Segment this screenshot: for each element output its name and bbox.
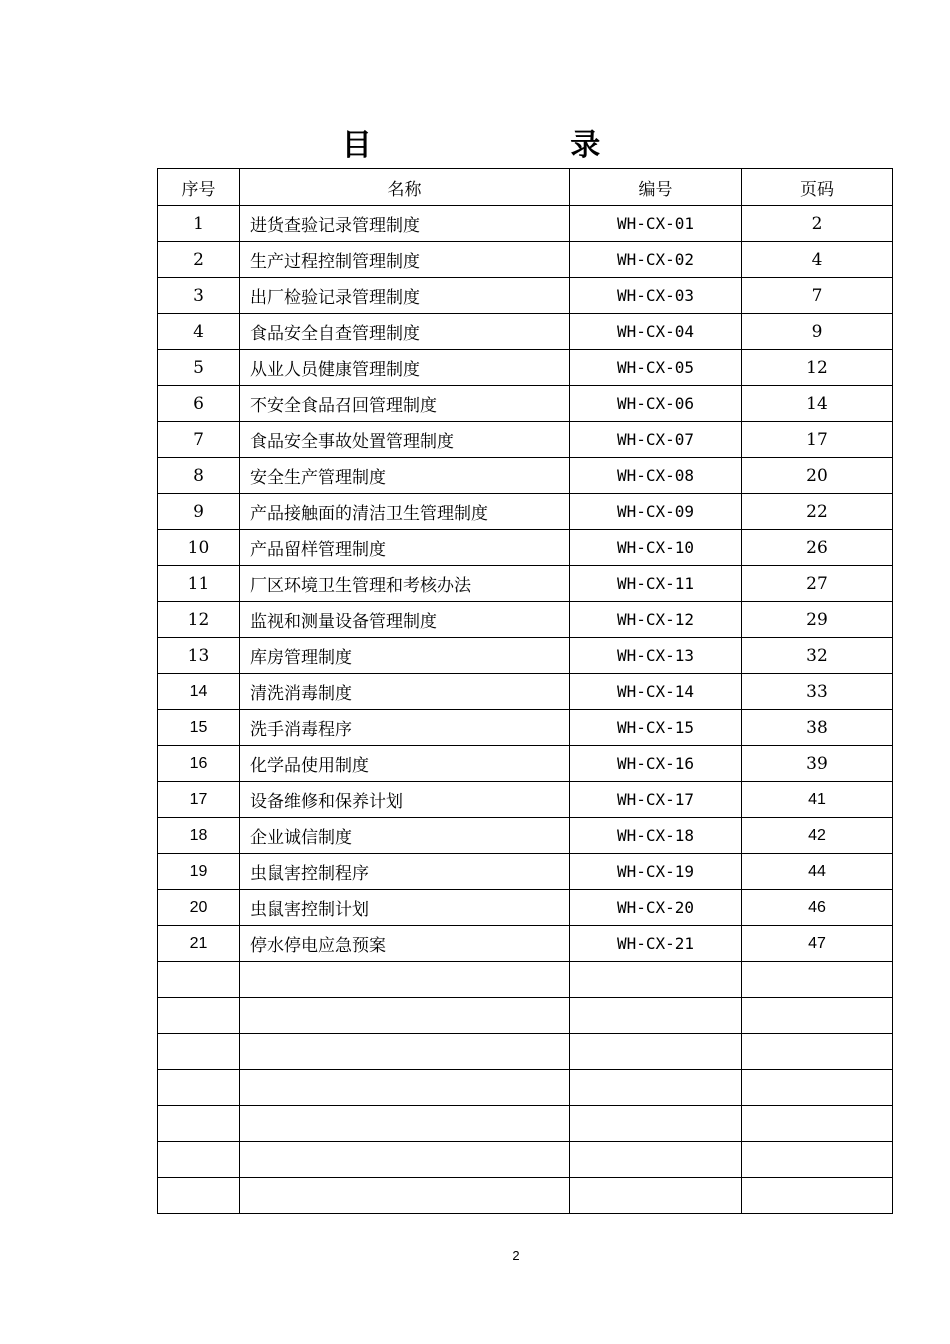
header-code: 编号 [570, 169, 742, 206]
toc-header-row [158, 169, 893, 206]
row-number: 14 [158, 674, 240, 710]
row-name: 产品接触面的清洁卫生管理制度 [240, 494, 570, 530]
empty-cell [240, 1034, 570, 1070]
table-row [158, 674, 893, 710]
header-name: 名称 [240, 169, 570, 206]
row-code: WH-CX-08 [570, 458, 742, 494]
row-name: 化学品使用制度 [240, 746, 570, 782]
table-row [158, 602, 893, 638]
row-number: 16 [158, 746, 240, 782]
row-code: WH-CX-10 [570, 530, 742, 566]
table-row [158, 638, 893, 674]
row-name: 食品安全事故处置管理制度 [240, 422, 570, 458]
row-name: 食品安全自查管理制度 [240, 314, 570, 350]
row-code: WH-CX-07 [570, 422, 742, 458]
row-page: 4 [742, 242, 893, 278]
row-page: 27 [742, 566, 893, 602]
empty-cell [240, 1178, 570, 1214]
row-number: 4 [158, 314, 240, 350]
row-name: 停水停电应急预案 [240, 926, 570, 962]
row-number: 10 [158, 530, 240, 566]
row-number: 6 [158, 386, 240, 422]
empty-cell [240, 962, 570, 998]
row-number: 21 [158, 926, 240, 962]
empty-cell [158, 1070, 240, 1106]
empty-cell [570, 998, 742, 1034]
row-page: 44 [742, 854, 893, 890]
row-page: 20 [742, 458, 893, 494]
page-number: 2 [512, 1248, 520, 1263]
empty-cell [570, 1142, 742, 1178]
empty-row [158, 962, 893, 998]
row-code: WH-CX-12 [570, 602, 742, 638]
row-page: 41 [742, 782, 893, 818]
empty-cell [158, 998, 240, 1034]
toc-table [157, 168, 893, 1214]
row-number: 3 [158, 278, 240, 314]
row-name: 从业人员健康管理制度 [240, 350, 570, 386]
table-row [158, 242, 893, 278]
empty-cell [158, 1178, 240, 1214]
table-row [158, 710, 893, 746]
table-row [158, 818, 893, 854]
empty-cell [158, 1142, 240, 1178]
table-row [158, 566, 893, 602]
table-row [158, 890, 893, 926]
empty-row [158, 1070, 893, 1106]
table-row [158, 350, 893, 386]
empty-cell [570, 1106, 742, 1142]
toc-body [158, 206, 893, 1214]
row-page: 46 [742, 890, 893, 926]
row-code: WH-CX-20 [570, 890, 742, 926]
row-page: 12 [742, 350, 893, 386]
header-page: 页码 [742, 169, 893, 206]
row-code: WH-CX-11 [570, 566, 742, 602]
empty-cell [742, 962, 893, 998]
row-page: 9 [742, 314, 893, 350]
empty-cell [158, 962, 240, 998]
row-page: 38 [742, 710, 893, 746]
empty-cell [742, 1178, 893, 1214]
row-code: WH-CX-04 [570, 314, 742, 350]
row-name: 安全生产管理制度 [240, 458, 570, 494]
table-row [158, 494, 893, 530]
table-row [158, 854, 893, 890]
row-name: 生产过程控制管理制度 [240, 242, 570, 278]
row-name: 库房管理制度 [240, 638, 570, 674]
table-row [158, 278, 893, 314]
row-number: 18 [158, 818, 240, 854]
row-number: 17 [158, 782, 240, 818]
table-row [158, 422, 893, 458]
row-page: 17 [742, 422, 893, 458]
row-number: 5 [158, 350, 240, 386]
empty-cell [742, 1070, 893, 1106]
empty-cell [240, 1106, 570, 1142]
table-row [158, 206, 893, 242]
row-code: WH-CX-03 [570, 278, 742, 314]
table-row [158, 530, 893, 566]
row-number: 11 [158, 566, 240, 602]
row-number: 19 [158, 854, 240, 890]
row-page: 14 [742, 386, 893, 422]
row-name: 不安全食品召回管理制度 [240, 386, 570, 422]
empty-cell [240, 998, 570, 1034]
empty-cell [240, 1070, 570, 1106]
empty-cell [742, 998, 893, 1034]
row-page: 42 [742, 818, 893, 854]
row-code: WH-CX-05 [570, 350, 742, 386]
row-code: WH-CX-15 [570, 710, 742, 746]
row-name: 虫鼠害控制计划 [240, 890, 570, 926]
table-row [158, 746, 893, 782]
empty-row [158, 1178, 893, 1214]
row-page: 47 [742, 926, 893, 962]
empty-cell [742, 1106, 893, 1142]
row-code: WH-CX-13 [570, 638, 742, 674]
row-code: WH-CX-06 [570, 386, 742, 422]
empty-row [158, 1034, 893, 1070]
table-row [158, 458, 893, 494]
empty-cell [742, 1034, 893, 1070]
row-code: WH-CX-14 [570, 674, 742, 710]
row-page: 26 [742, 530, 893, 566]
row-number: 8 [158, 458, 240, 494]
row-name: 洗手消毒程序 [240, 710, 570, 746]
row-page: 22 [742, 494, 893, 530]
row-name: 虫鼠害控制程序 [240, 854, 570, 890]
table-row [158, 782, 893, 818]
row-page: 29 [742, 602, 893, 638]
row-code: WH-CX-18 [570, 818, 742, 854]
empty-cell [240, 1142, 570, 1178]
row-code: WH-CX-09 [570, 494, 742, 530]
row-name: 企业诚信制度 [240, 818, 570, 854]
table-row [158, 314, 893, 350]
row-page: 2 [742, 206, 893, 242]
row-name: 清洗消毒制度 [240, 674, 570, 710]
row-code: WH-CX-02 [570, 242, 742, 278]
empty-cell [742, 1142, 893, 1178]
row-code: WH-CX-17 [570, 782, 742, 818]
row-number: 1 [158, 206, 240, 242]
empty-row [158, 1106, 893, 1142]
row-number: 20 [158, 890, 240, 926]
row-number: 2 [158, 242, 240, 278]
row-code: WH-CX-16 [570, 746, 742, 782]
row-code: WH-CX-01 [570, 206, 742, 242]
row-name: 进货查验记录管理制度 [240, 206, 570, 242]
row-number: 9 [158, 494, 240, 530]
row-page: 33 [742, 674, 893, 710]
row-code: WH-CX-21 [570, 926, 742, 962]
row-page: 39 [742, 746, 893, 782]
empty-row [158, 1142, 893, 1178]
row-name: 出厂检验记录管理制度 [240, 278, 570, 314]
header-no: 序号 [158, 169, 240, 206]
empty-cell [158, 1106, 240, 1142]
empty-cell [158, 1034, 240, 1070]
empty-cell [570, 1034, 742, 1070]
row-number: 7 [158, 422, 240, 458]
row-number: 12 [158, 602, 240, 638]
empty-row [158, 998, 893, 1034]
row-number: 13 [158, 638, 240, 674]
empty-cell [570, 1070, 742, 1106]
empty-cell [570, 1178, 742, 1214]
empty-cell [570, 962, 742, 998]
table-row [158, 386, 893, 422]
row-number: 15 [158, 710, 240, 746]
row-page: 7 [742, 278, 893, 314]
table-row [158, 926, 893, 962]
row-name: 设备维修和保养计划 [240, 782, 570, 818]
row-name: 厂区环境卫生管理和考核办法 [240, 566, 570, 602]
row-page: 32 [742, 638, 893, 674]
toc-title: 目 录 [341, 128, 695, 163]
row-code: WH-CX-19 [570, 854, 742, 890]
row-name: 产品留样管理制度 [240, 530, 570, 566]
row-name: 监视和测量设备管理制度 [240, 602, 570, 638]
